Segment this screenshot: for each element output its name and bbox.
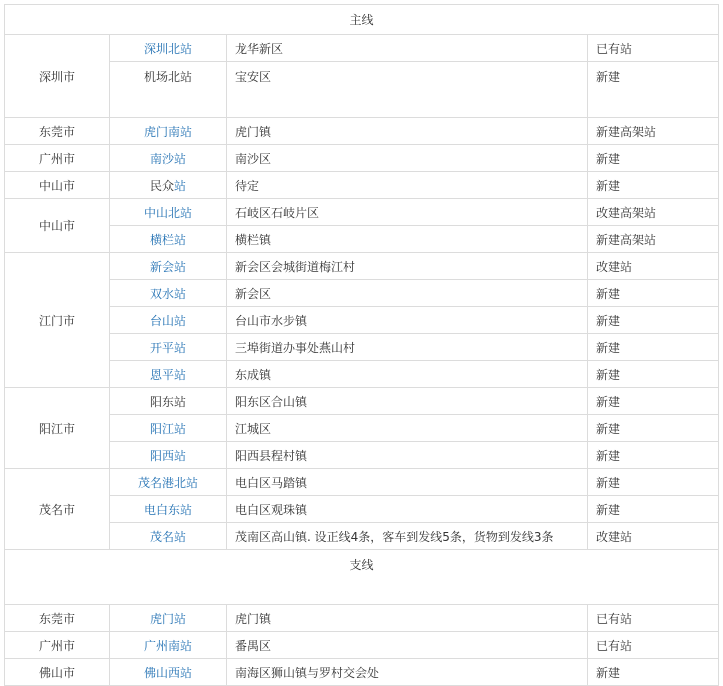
- city-cell: 广州市: [5, 145, 110, 172]
- table-row: [5, 118, 719, 145]
- city-cell: 茂名市: [5, 469, 110, 550]
- type-cell: 新建: [588, 388, 719, 415]
- location-cell: 茂南区高山镇. 设正线4条，客车到发线5条，货物到发线3条: [227, 523, 588, 550]
- table-row: [5, 523, 719, 550]
- table-row: [5, 145, 719, 172]
- type-cell: 新建: [588, 334, 719, 361]
- station-link[interactable]: 茂名站: [149, 529, 186, 544]
- table-row: [5, 632, 719, 659]
- station-table: [4, 4, 719, 686]
- location-cell: 新会区会城街道梅江村: [227, 253, 588, 280]
- table-row: [5, 361, 719, 388]
- type-cell: 新建: [588, 496, 719, 523]
- type-cell: 新建: [588, 442, 719, 469]
- station-link[interactable]: 阳江站: [149, 421, 186, 436]
- table-row: [5, 253, 719, 280]
- type-cell: 改建站: [588, 523, 719, 550]
- type-cell: 新建: [588, 280, 719, 307]
- location-cell: 阳东区合山镇: [227, 388, 588, 415]
- station-link[interactable]: 南沙站: [149, 151, 186, 166]
- station-link[interactable]: 电白东站: [143, 502, 192, 517]
- station-link[interactable]: 开平站: [149, 340, 186, 355]
- station-link[interactable]: 阳西站: [149, 448, 186, 463]
- location-cell: 番禺区: [227, 632, 588, 659]
- type-cell: 改建高架站: [588, 199, 719, 226]
- location-cell: 南沙区: [227, 145, 588, 172]
- table-row: [5, 415, 719, 442]
- station-name-part: 民众: [149, 178, 174, 193]
- location-cell: 横栏镇: [227, 226, 588, 253]
- location-cell: 阳西县程村镇: [227, 442, 588, 469]
- location-cell: 江城区: [227, 415, 588, 442]
- type-cell: 新建高架站: [588, 118, 719, 145]
- table-row: [5, 334, 719, 361]
- table-row: [5, 172, 719, 199]
- section-title-main: 主线: [5, 5, 719, 35]
- table-row: [5, 659, 719, 686]
- type-cell: 新建: [588, 415, 719, 442]
- city-cell: 中山市: [5, 172, 110, 199]
- location-cell: 石岐区石岐片区: [227, 199, 588, 226]
- station-link[interactable]: 台山站: [149, 313, 186, 328]
- station-link[interactable]: 虎门站: [149, 611, 186, 626]
- type-cell: 新建: [588, 469, 719, 496]
- table-row: [5, 226, 719, 253]
- city-cell: 佛山市: [5, 659, 110, 686]
- type-cell: 已有站: [588, 35, 719, 62]
- station-name: 机场北站: [143, 70, 192, 84]
- location-cell: 南海区狮山镇与罗村交会处: [227, 659, 588, 686]
- station-link[interactable]: 佛山西站: [143, 665, 192, 680]
- type-cell: 新建: [588, 172, 719, 199]
- section-title-branch: 支线: [5, 550, 719, 605]
- location-cell: 电白区观珠镇: [227, 496, 588, 523]
- city-cell: 东莞市: [5, 118, 110, 145]
- location-cell: 龙华新区: [227, 35, 588, 62]
- station-name: 阳东站: [149, 394, 186, 409]
- location-cell: 电白区马踏镇: [227, 469, 588, 496]
- table-row: [5, 605, 719, 632]
- location-cell: 新会区: [227, 280, 588, 307]
- type-cell: 新建: [588, 62, 719, 118]
- station-link[interactable]: 虎门南站: [143, 124, 192, 139]
- type-cell: 已有站: [588, 632, 719, 659]
- table-row: [5, 442, 719, 469]
- location-cell: 虎门镇: [227, 605, 588, 632]
- table-row: [5, 62, 719, 118]
- table-row: [5, 307, 719, 334]
- station-link[interactable]: 新会站: [149, 259, 186, 274]
- location-cell: 三埠街道办事处燕山村: [227, 334, 588, 361]
- location-cell: 待定: [227, 172, 588, 199]
- type-cell: 新建高架站: [588, 226, 719, 253]
- type-cell: 已有站: [588, 605, 719, 632]
- table-row: [5, 35, 719, 62]
- type-cell: 改建站: [588, 253, 719, 280]
- station-link[interactable]: 站: [174, 178, 187, 193]
- station-link[interactable]: 恩平站: [149, 367, 186, 382]
- city-cell: 深圳市: [5, 35, 110, 118]
- type-cell: 新建: [588, 361, 719, 388]
- station-link[interactable]: 中山北站: [143, 205, 192, 220]
- table-row: [5, 496, 719, 523]
- type-cell: 新建: [588, 659, 719, 686]
- station-link[interactable]: 茂名港北站: [137, 475, 198, 490]
- location-cell: 东成镇: [227, 361, 588, 388]
- table-row: [5, 388, 719, 415]
- location-cell: 宝安区: [227, 62, 588, 118]
- city-cell: 中山市: [5, 199, 110, 253]
- location-cell: 台山市水步镇: [227, 307, 588, 334]
- type-cell: 新建: [588, 145, 719, 172]
- station-link[interactable]: 广州南站: [143, 638, 192, 653]
- city-cell: 江门市: [5, 253, 110, 388]
- location-cell: 虎门镇: [227, 118, 588, 145]
- station-link[interactable]: 横栏站: [149, 232, 186, 247]
- station-link[interactable]: 双水站: [149, 286, 186, 301]
- table-row: [5, 199, 719, 226]
- city-cell: 东莞市: [5, 605, 110, 632]
- table-row: [5, 280, 719, 307]
- city-cell: 广州市: [5, 632, 110, 659]
- city-cell: 阳江市: [5, 388, 110, 469]
- type-cell: 新建: [588, 307, 719, 334]
- section-header-row: [5, 5, 719, 35]
- station-link[interactable]: 深圳北站: [143, 41, 192, 56]
- table-row: [5, 469, 719, 496]
- section-header-row: [5, 550, 719, 605]
